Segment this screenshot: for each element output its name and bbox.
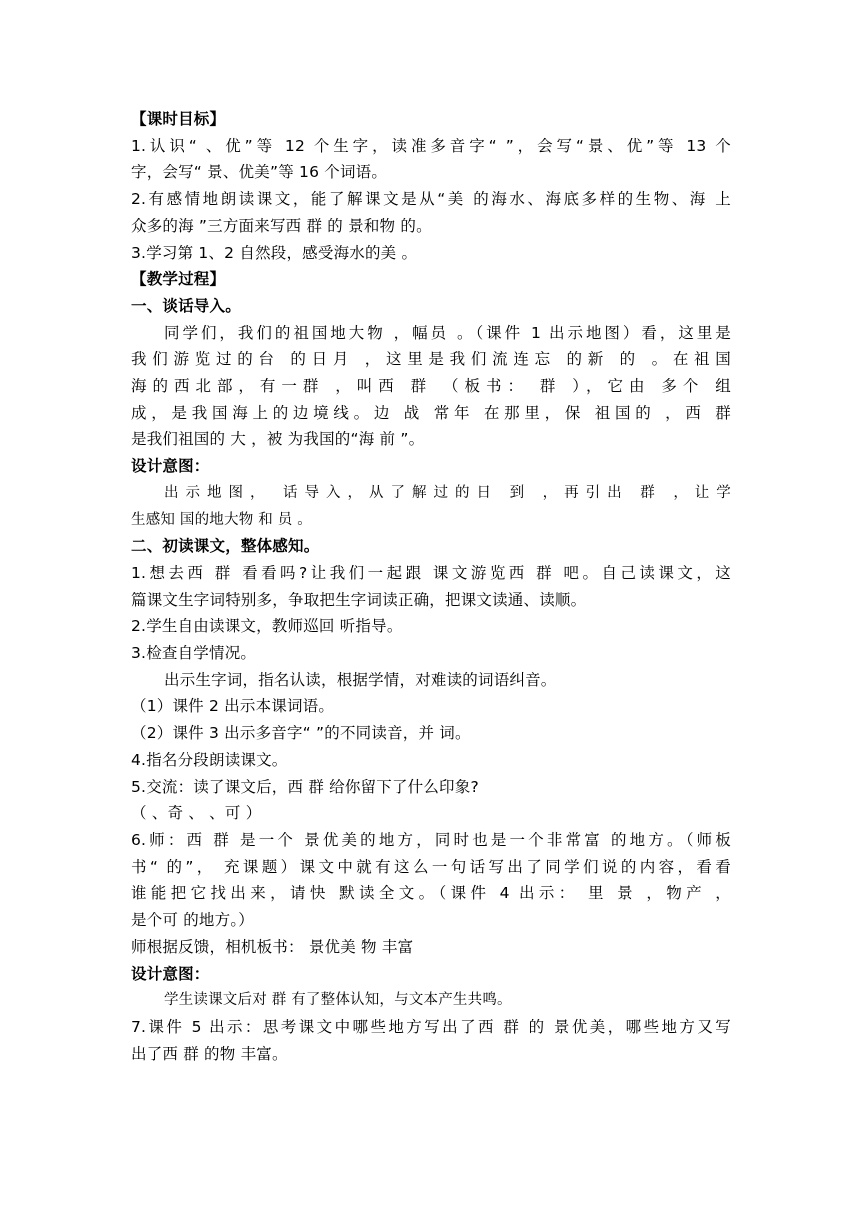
line-18: 1.想去西 群 看看吗?让我们一起跟 课文游览西 群 吧。自己读课文，这 [131, 563, 731, 582]
line-15: 出示地图， 话导入，从了解过的日 到 ，再引出 群 ，让学 [164, 484, 731, 501]
line-14: 设计意图： [131, 457, 210, 476]
line-17: 二、初读课文，整体感知。 [131, 537, 320, 556]
line-01: 【课时目标】 [131, 110, 226, 128]
line-16: 生感知 国的地大物 和 员 。 [131, 511, 312, 528]
line-11: 海的西北部，有一群 ，叫西 群 （板书： 群 ），它由 多个 组 [131, 377, 731, 396]
line-10: 我们游览过的台 的日月 ，这里是我们流连忘 的新 的 。在祖国 [131, 350, 731, 369]
line-22: 出示生字词，指名认读，根据学情，对难读的词语纠音。 [164, 670, 557, 689]
line-20: 2.学生自由读课文，教师巡回 听指导。 [131, 617, 403, 636]
line-34: 学生读课文后对 群 有了整体认知，与文本产生共鸣。 [164, 992, 512, 1009]
line-02: 1.认识“ 、优”等 12 个生字，读准多音字“ ”，会写“景、优”等 13 个 [131, 136, 731, 155]
line-04: 2.有感情地朗读课文，能了解课文是从“美 的海水、海底多样的生物、海 上 [131, 190, 731, 209]
line-31: 是个可 的地方。） [131, 911, 254, 930]
line-09: 同学们，我们的祖国地大物 ，幅员 。（课件 1 出示地图）看，这里是 [164, 323, 731, 342]
line-35: 7.课件 5 出示：思考课文中哪些地方写出了西 群 的 景优美，哪些地方又写 [131, 1017, 731, 1036]
line-32: 师根据反馈，相机板书： 景优美 物 丰富 [131, 937, 414, 956]
line-28: 6.师：西 群 是一个 景优美的地方，同时也是一个非常富 的地方。（师板 [131, 830, 731, 849]
line-27: （ 、奇 、 、可 ） [131, 804, 262, 823]
line-08: 一、谈话导入。 [131, 296, 241, 315]
line-07: 【教学过程】 [131, 270, 226, 289]
line-13: 是我们祖国的 大 ，被 为我国的“海 前 ”。 [131, 430, 425, 449]
line-03: 字，会写“ 景、优美”等 16 个词语。 [131, 163, 388, 182]
line-29: 书“ 的”， 充课题）课文中就有这么一句话写出了同学们说的内容，看看 [131, 857, 731, 876]
line-30: 谁能把它找出来，请快 默读全文。（课件 4 出示： 里 景 ，物产 ， [131, 884, 731, 903]
line-26: 5.交流：读了课文后，西 群 给你留下了什么印象? [131, 777, 479, 796]
line-19: 篇课文生字词特别多，争取把生字词读正确，把课文读通、读顺。 [131, 590, 587, 609]
line-24: （2）课件 3 出示多音字“ ”的不同读音，并 词。 [131, 724, 471, 743]
line-21: 3.检查自学情况。 [131, 644, 257, 663]
line-36: 出了西 群 的物 丰富。 [131, 1044, 288, 1063]
line-25: 4.指名分段朗读课文。 [131, 750, 288, 769]
line-23: （1）课件 2 出示本课词语。 [131, 697, 335, 716]
line-12: 成，是我国海上的边境线。边 战 常年 在那里，保 祖国的 ，西 群 [131, 403, 731, 422]
line-33: 设计意图： [131, 964, 210, 983]
line-05: 众多的海 ”三方面来写西 群 的 景和物 的。 [131, 216, 432, 235]
line-06: 3.学习第 1、2 自然段，感受海水的美 。 [131, 243, 418, 262]
